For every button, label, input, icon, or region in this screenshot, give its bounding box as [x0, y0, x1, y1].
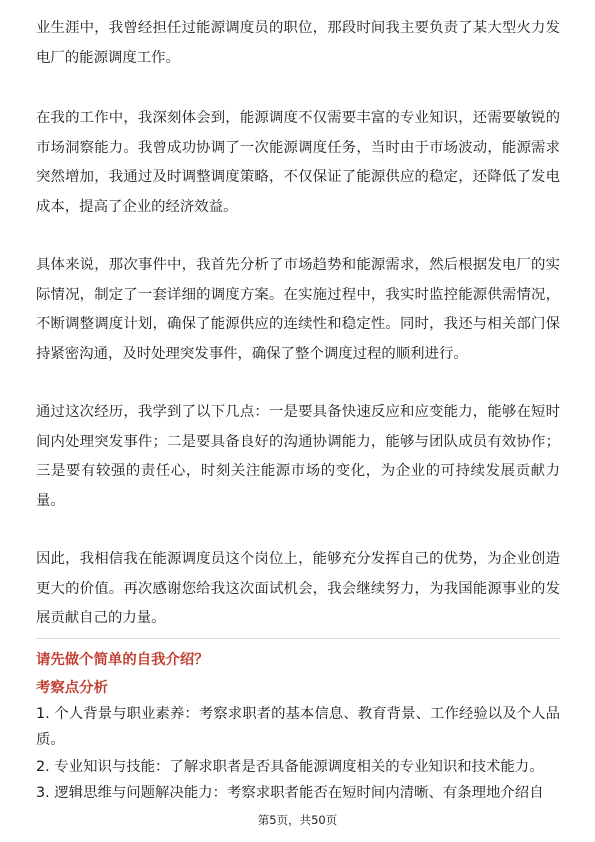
paragraph-4: 通过这次经历，我学到了以下几点：一是要具备快速反应和应变能力，能够在短时间内处理突发事件；二是要具备良好的沟通协调能力，能够与团队成员有效协作；三是要有较强的责任心，时刻关注能源市场的变化，为企业的可持续发展贡献力量。: [36, 404, 560, 509]
list-item: 2. 专业知识与技能：了解求职者是否具备能源调度相关的专业知识和技术能力。: [36, 758, 544, 775]
section-divider: [36, 638, 560, 639]
list-item: 3. 逻辑思维与问题解决能力：考察求职者能否在短时间内清晰、有条理地介绍自: [36, 785, 544, 801]
analysis-points: [36, 701, 560, 807]
interview-question: 请先做个简单的自我介绍？: [36, 651, 209, 668]
paragraph-3: 具体来说，那次事件中，我首先分析了市场趋势和能源需求，然后根据发电厂的实际情况，制定了一套详细的调度方案。在实施过程中，我实时监控能源供需情况，不断调整调度计划，确保了能源供应的连续性和稳定性。同时，我还与相关部门保持紧密沟通，及时处理突发事件，确保了整个调度过程的顺利进行。: [36, 257, 560, 362]
analysis-heading: 考察点分析: [36, 679, 108, 696]
paragraph-1: 业生涯中，我曾经担任过能源调度员的职位，那段时间我主要负责了某大型火力发电厂的能源调度工作。: [36, 20, 560, 66]
page-number: 第5页，共50页: [257, 813, 338, 827]
list-item: 1. 个人背景与职业素养：考察求职者的基本信息、教育背景、工作经验以及个人品质。: [36, 705, 560, 748]
paragraph-2: 在我的工作中，我深刻体会到，能源调度不仅需要丰富的专业知识，还需要敏锐的市场洞察能力。我曾成功协调了一次能源调度任务，当时由于市场波动，能源需求突然增加，我通过及时调整调度策略，不仅保证了能源供应的稳定，还降低了发电成本，提高了企业的经济效益。: [36, 110, 560, 215]
paragraph-5: 因此，我相信我在能源调度员这个岗位上，能够充分发挥自己的优势，为企业创造更大的价值。再次感谢您给我这次面试机会，我会继续努力，为我国能源事业的发展贡献自己的力量。: [36, 551, 560, 626]
page-content: [36, 14, 560, 807]
